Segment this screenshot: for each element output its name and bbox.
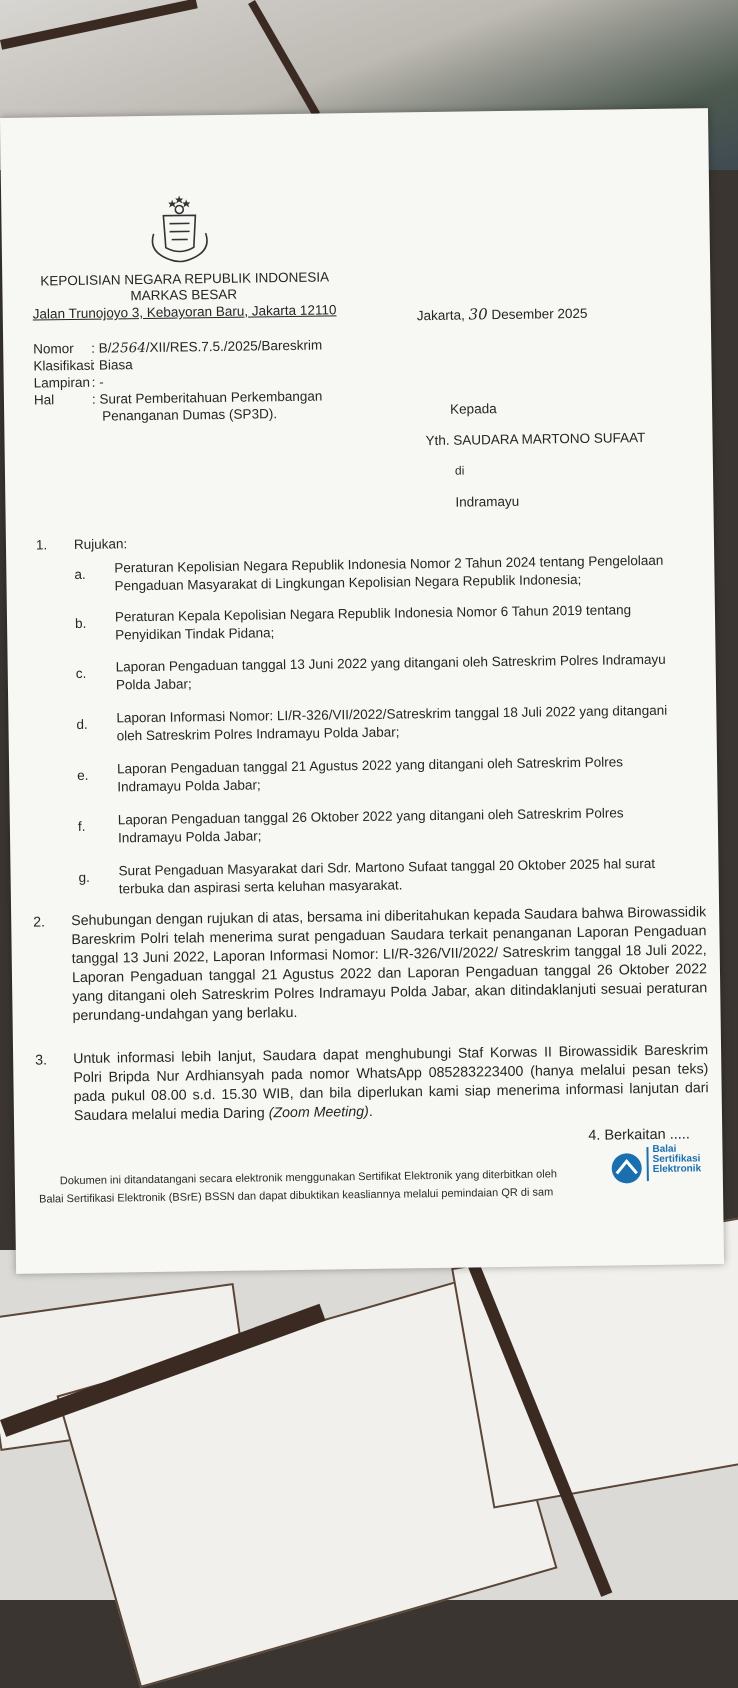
- bsre-text-line: Balai: [652, 1143, 677, 1155]
- reference-letter: b.: [74, 615, 87, 632]
- reference-item: Peraturan Kepolisian Negara Republik Indonesia Nomor 2 Tahun 2024 tentang Pengelolaan Pengaduan Masyarakat di Lingkungan Kepolisian Negara Republik Indonesia;: [114, 552, 664, 594]
- hal-line2: Penanganan Dumas (SP3D).: [102, 406, 278, 424]
- nomor-value: [91, 338, 322, 357]
- section3-paragraph: [73, 1041, 709, 1126]
- lampiran-value: : -: [91, 374, 104, 390]
- org-unit: MARKAS BESAR: [130, 286, 238, 304]
- recipient-name: Yth. SAUDARA MARTONO SUFAAT: [425, 430, 646, 449]
- recipient-di: di: [454, 463, 465, 478]
- date-month-year: Desember 2025: [491, 305, 588, 323]
- section1-title: Rujukan:: [73, 536, 128, 553]
- reference-letter: c.: [75, 665, 87, 681]
- footer-line2: Balai Sertifikasi Elektronik (BSrE) BSSN dan dapat dibuktikan keasliannya melalui pemindaian QR di sam: [39, 1186, 554, 1206]
- klasifikasi-label: Klasifikasi: [33, 357, 94, 374]
- police-emblem-icon: [139, 193, 220, 266]
- section2-number: 2.: [33, 914, 46, 931]
- date-day-handwritten: 30: [468, 305, 488, 324]
- nomor-handwritten: 2564: [111, 339, 146, 357]
- recipient-kepada: Kepada: [450, 401, 497, 417]
- nomor-suffix: /XII/RES.7.5./2025/Bareskrim: [145, 337, 323, 355]
- section3-text: Untuk informasi lebih lanjut, Saudara dapat menghubungi Staf Korwas II Birowassidik Bareskrim Polri Bripda Nur Ardhiansyah pada nomor WhatsApp 085283223400 (hanya melalui pesan teks) pada pukul 08.00 s.d. 15.30 WIB, dan bila diperlukan kami siap menerima informasi lanjutan dari Saudara melalui media Daring: [73, 1042, 709, 1125]
- nomor-label: Nomor: [33, 340, 74, 357]
- letter-page: [0, 108, 724, 1274]
- reference-item: Laporan Pengaduan tanggal 26 Oktober 2022 yang ditangani oleh Satreskrim Polres Indramayu Polda Jabar;: [117, 805, 624, 846]
- reference-item: Peraturan Kepala Kepolisian Negara Republik Indonesia Nomor 6 Tahun 2019 tentang Penyidikan Tindak Pidana;: [114, 602, 632, 643]
- bsre-logo-text: [652, 1144, 701, 1175]
- footer-line1: Dokumen ini ditandatangani secara elektronik menggunakan Sertifikat Elektronik yang diterbitkan oleh: [59, 1168, 558, 1188]
- org-address: Jalan Trunojoyo 3, Kebayoran Baru, Jakarta 12110: [32, 302, 337, 322]
- section2-paragraph: Sehubungan dengan rujukan di atas, bersama ini diberitahukan kepada Saudara bahwa Birowassidik Bareskrim Polri telah menerima surat pengaduan Saudara terkait penanganan Laporan Pengaduan tanggal 13 Juni 2022, Laporan Informasi Nomor: LI/R-326/VII/2022/ Satreskrim tanggal 18 Juli 2022, Laporan Pengaduan tanggal 21 Agustus 2022 dan Laporan Pengaduan tanggal 26 Oktober 2022 yang ditangani oleh Satreskrim Polres Indramayu Polda Jabar, akan ditindaklanjuti sesuai peraturan perundang-undahgan yang berlaku.: [71, 904, 708, 1025]
- letter-date: [417, 304, 588, 324]
- reference-item: Laporan Pengaduan tanggal 21 Agustus 2022 yang ditangani oleh Satreskrim Polres Indramayu Polda Jabar;: [116, 754, 624, 795]
- bsre-text-line: Elektronik: [652, 1163, 702, 1175]
- section3-end: .: [368, 1103, 373, 1120]
- reference-letter: d.: [76, 716, 88, 732]
- bsre-text-line: Sertifikasi: [652, 1153, 701, 1165]
- reference-letter: e.: [77, 767, 89, 783]
- recipient-place: Indramayu: [455, 493, 520, 510]
- org-name: KEPOLISIAN NEGARA REPUBLIK INDONESIA: [40, 269, 330, 289]
- reference-letter: a.: [74, 566, 86, 583]
- section3-number: 3.: [35, 1052, 48, 1069]
- reference-letter: g.: [78, 869, 90, 885]
- reference-item: Laporan Pengaduan tanggal 13 Juni 2022 yang ditangani oleh Satreskrim Polres Indramayu Polda Jabar;: [115, 651, 666, 693]
- section1-number: 1.: [35, 537, 48, 553]
- reference-letter: f.: [77, 818, 86, 834]
- bsre-divider: [646, 1147, 648, 1181]
- klasifikasi-value: : Biasa: [91, 357, 133, 373]
- reference-item: Surat Pengaduan Masyarakat dari Sdr. Martono Sufaat tanggal 20 Oktober 2025 hal surat terbuka dan aspirasi serta keluhan masyarakat.: [118, 855, 656, 897]
- continuation-marker: 4. Berkaitan .....: [588, 1126, 690, 1144]
- hal-line1: : Surat Pemberitahuan Perkembangan: [91, 388, 323, 407]
- lampiran-label: Lampiran: [33, 374, 91, 391]
- section3-italic: (Zoom Meeting): [268, 1103, 369, 1122]
- bsre-logo-icon: [606, 1149, 647, 1188]
- hal-label: Hal: [33, 392, 55, 408]
- nomor-prefix: : B/: [91, 340, 112, 356]
- date-place: Jakarta,: [416, 307, 465, 324]
- reference-item: Laporan Informasi Nomor: LI/R-326/VII/2022/Satreskrim tanggal 18 Juli 2022 yang ditangani oleh Satreskrim Polres Indramayu Polda Jabar;: [116, 702, 668, 744]
